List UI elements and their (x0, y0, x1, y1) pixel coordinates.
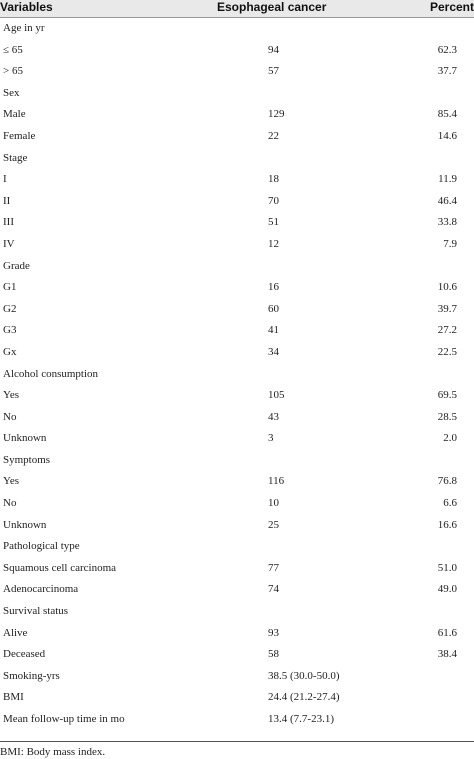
row-label: No (3, 497, 17, 510)
table-row (0, 40, 474, 62)
row-percent: 62.3 (437, 43, 457, 56)
table-bottom-rule (0, 741, 474, 742)
table-row (0, 212, 474, 234)
row-percent: 28.5 (437, 410, 457, 423)
row-percent: 76.8 (437, 475, 457, 488)
table-header (0, 0, 474, 18)
row-label: II (3, 194, 11, 207)
row-count: 16 (268, 281, 279, 294)
row-label: Pathological type (3, 540, 80, 553)
table-row (0, 61, 474, 83)
row-label: Yes (3, 389, 20, 402)
row-label: Grade (3, 259, 30, 272)
row-percent: 49.0 (437, 583, 457, 596)
row-label: > 65 (3, 65, 23, 78)
row-count: 105 (268, 389, 285, 402)
table-row (0, 450, 474, 472)
row-count: 74 (268, 583, 279, 596)
row-label: IV (3, 237, 15, 250)
row-label: Stage (3, 151, 28, 164)
row-label: G2 (3, 302, 17, 315)
table-row (0, 18, 474, 40)
table-row (0, 126, 474, 148)
row-count: 18 (268, 173, 279, 186)
row-label: Age in yr (3, 22, 45, 34)
row-label: Sex (3, 86, 20, 99)
row-percent: 10.6 (437, 281, 457, 294)
header-variables: Variables (0, 0, 53, 14)
table-row (0, 515, 474, 537)
row-percent: 33.8 (437, 216, 457, 229)
table-row (0, 169, 474, 191)
row-percent: 46.4 (437, 194, 457, 207)
row-percent: 51.0 (437, 561, 457, 574)
row-label: Adenocarcinoma (3, 583, 79, 596)
row-label: BMI (3, 691, 24, 704)
row-count: 24.4 (21.2-27.4) (268, 691, 340, 704)
row-label: Survival status (3, 605, 69, 618)
row-label: G1 (3, 281, 17, 294)
row-label: Male (3, 108, 26, 121)
table-row (0, 299, 474, 321)
row-percent: 2.0 (443, 432, 457, 445)
table-row (0, 536, 474, 558)
row-label: Smoking-yrs (3, 669, 60, 682)
row-label: No (3, 410, 17, 423)
header-percent: Percent (429, 0, 474, 14)
row-count: 93 (268, 626, 279, 639)
row-percent: 16.6 (437, 518, 457, 531)
table-row (0, 385, 474, 407)
table-row (0, 471, 474, 493)
row-count: 3 (268, 432, 274, 445)
row-percent: 61.6 (437, 626, 457, 639)
row-count: 25 (268, 518, 279, 531)
row-percent: 38.4 (437, 648, 457, 661)
row-label: G3 (3, 324, 17, 337)
table-row (0, 623, 474, 645)
table-row (0, 709, 474, 731)
row-count: 57 (268, 65, 279, 78)
row-label: Alive (3, 626, 28, 639)
row-count: 22 (268, 129, 279, 142)
row-label: Gx (3, 345, 17, 358)
table-body (0, 18, 474, 731)
row-count: 43 (268, 410, 279, 423)
row-count: 94 (268, 43, 279, 56)
row-percent: 69.5 (437, 389, 457, 402)
row-count: 70 (268, 194, 279, 207)
table-row (0, 234, 474, 256)
row-label: ≤ 65 (3, 43, 23, 56)
row-label: Unknown (3, 518, 47, 531)
table-row (0, 601, 474, 623)
table-row (0, 579, 474, 601)
table-row (0, 687, 474, 709)
row-percent: 27.2 (437, 324, 457, 337)
row-label: I (3, 173, 7, 186)
table-row (0, 148, 474, 170)
row-count: 34 (268, 345, 279, 358)
row-percent: 7.9 (443, 237, 457, 250)
row-count: 41 (268, 324, 279, 337)
table-row (0, 428, 474, 450)
table-row (0, 558, 474, 580)
row-percent: 85.4 (437, 108, 457, 121)
table-row (0, 256, 474, 278)
table-footnote: BMI: Body mass index. (0, 746, 106, 758)
table-row (0, 364, 474, 386)
row-label: Unknown (3, 432, 47, 445)
row-percent: 37.7 (437, 65, 457, 78)
row-label: Symptoms (3, 453, 51, 466)
table-row (0, 407, 474, 429)
row-count: 10 (268, 497, 279, 510)
row-label: Yes (3, 475, 20, 488)
table-row (0, 666, 474, 688)
table-row (0, 191, 474, 213)
table-row (0, 277, 474, 299)
row-label: Alcohol consumption (3, 367, 99, 380)
row-count: 12 (268, 237, 279, 250)
row-percent: 22.5 (437, 345, 457, 358)
row-percent: 14.6 (437, 129, 457, 142)
table-row (0, 493, 474, 515)
row-percent: 39.7 (437, 302, 457, 315)
row-count: 13.4 (7.7-23.1) (268, 713, 334, 725)
table-row (0, 644, 474, 666)
row-label: III (3, 216, 14, 229)
row-count: 60 (268, 302, 279, 315)
row-count: 77 (268, 561, 279, 574)
header-esophageal-cancer: Esophageal cancer (217, 0, 327, 14)
row-label: Female (3, 129, 36, 142)
row-count: 116 (268, 475, 285, 488)
row-percent: 11.9 (438, 173, 457, 186)
row-label: Squamous cell carcinoma (3, 561, 117, 574)
row-count: 129 (268, 108, 285, 121)
row-label: Mean follow-up time in mo (3, 713, 125, 725)
row-count: 38.5 (30.0-50.0) (268, 669, 340, 682)
row-count: 58 (268, 648, 279, 661)
table-row (0, 342, 474, 364)
table-row (0, 83, 474, 105)
table-row (0, 320, 474, 342)
row-count: 51 (268, 216, 279, 229)
table-row (0, 104, 474, 126)
row-percent: 6.6 (443, 497, 457, 510)
row-label: Deceased (3, 648, 46, 661)
